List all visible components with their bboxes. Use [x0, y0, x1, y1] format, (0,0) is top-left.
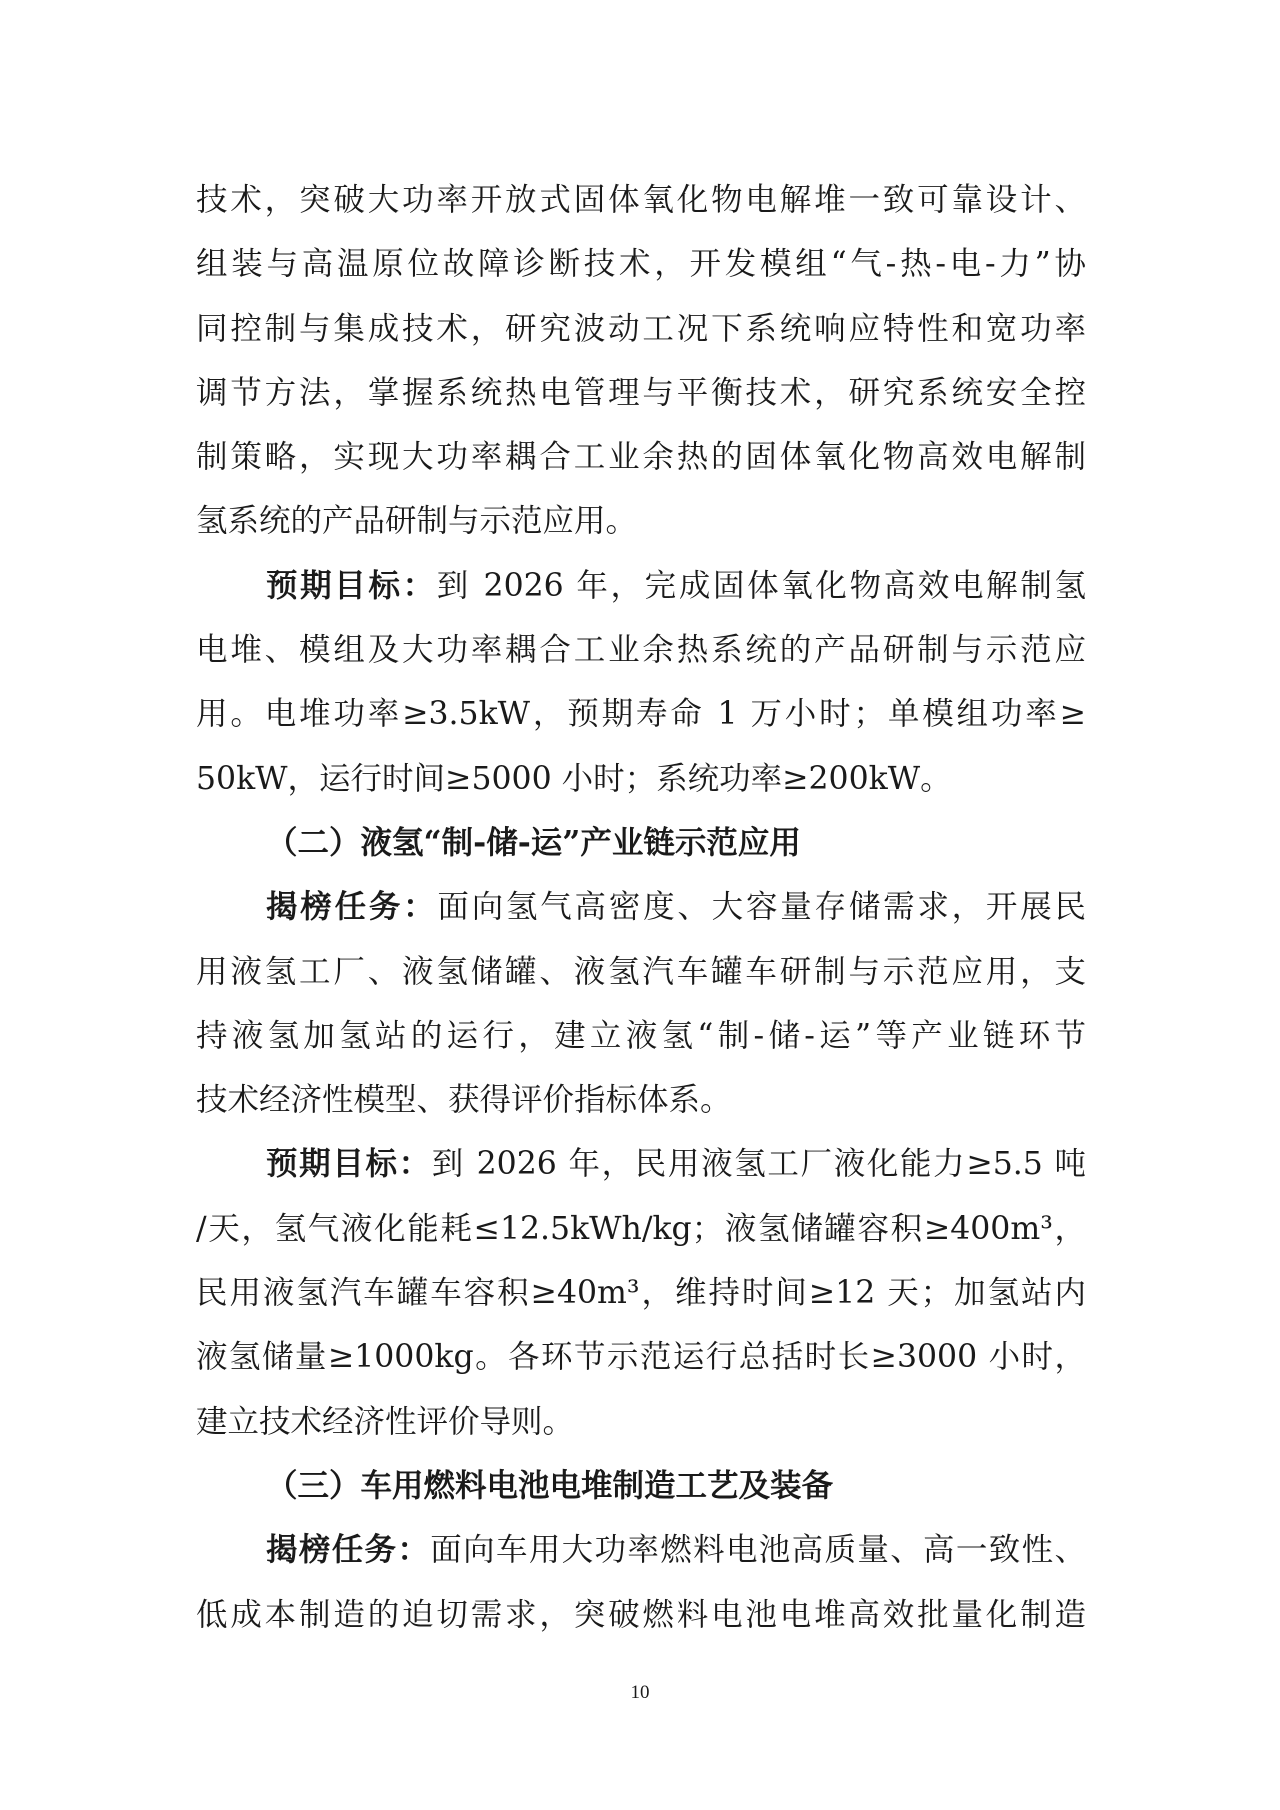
paragraph-solid-oxide-tech — [196, 168, 1086, 554]
paragraph-label: 揭榜任务： — [266, 888, 438, 926]
text-line: 液氢储量≥1000kg。各环节示范运行总括时长≥3000 小时， — [196, 1339, 1086, 1376]
text-line: 用。电堆功率≥3.5kW，预期寿命 1 万小时；单模组功率≥ — [196, 696, 1086, 733]
text-line: 制策略，实现大功率耦合工业余热的固体氧化物高效电解制 — [196, 439, 1086, 476]
paragraph-first-text: 面向氢气高密度、大容量存储需求，开展民 — [437, 889, 1086, 926]
text-line-first — [196, 1132, 1086, 1196]
page-number: 10 — [630, 1682, 650, 1703]
paragraph-expected-goal-2 — [196, 1132, 1086, 1453]
text-line: 组装与高温原位故障诊断技术，开发模组“气-热-电-力”协 — [196, 246, 1086, 283]
paragraph-task-3 — [196, 1518, 1086, 1647]
text-line: 民用液氢汽车罐车容积≥40m³，维持时间≥12 天；加氢站内 — [196, 1275, 1086, 1312]
text-line: 技术，突破大功率开放式固体氧化物电解堆一致可靠设计、 — [196, 182, 1086, 218]
paragraph-task-2 — [196, 875, 1086, 1132]
text-line-first — [196, 875, 1086, 939]
paragraph-label: 预期目标： — [266, 1145, 432, 1183]
text-line: 电堆、模组及大功率耦合工业余热系统的产品研制与示范应 — [196, 632, 1086, 669]
text-line: 低成本制造的迫切需求，突破燃料电池电堆高效批量化制造 — [196, 1596, 1086, 1633]
paragraph-first-text: 到 2026 年，民用液氢工厂液化能力≥5.5 吨 — [431, 1146, 1086, 1183]
text-line: 用液氢工厂、液氢储罐、液氢汽车罐车研制与示范应用，支 — [196, 953, 1086, 990]
section-heading-3: （三）车用燃料电池电堆制造工艺及装备 — [266, 1466, 834, 1504]
text-line: 调节方法，掌握系统热电管理与平衡技术，研究系统安全控 — [196, 374, 1086, 411]
text-line: 氢系统的产品研制与示范应用。 — [196, 503, 638, 540]
text-line: /天，氢气液化能耗≤12.5kWh/kg；液氢储罐容积≥400m³， — [196, 1210, 1086, 1247]
section-heading-2: （二）液氢“制-储-运”产业链示范应用 — [266, 823, 801, 861]
paragraph-label: 揭榜任务： — [266, 1531, 431, 1569]
document-page — [196, 168, 1086, 1647]
text-line: 同控制与集成技术，研究波动工况下系统响应特性和宽功率 — [196, 310, 1086, 347]
text-line: 技术经济性模型、获得评价指标体系。 — [196, 1082, 732, 1119]
text-line: 50kW，运行时间≥5000 小时；系统功率≥200kW。 — [196, 760, 952, 797]
text-line-first — [196, 554, 1086, 618]
paragraph-first-text: 面向车用大功率燃料电池高质量、高一致性、 — [430, 1532, 1086, 1569]
paragraph-first-text: 到 2026 年，完成固体氧化物高效电解制氢 — [436, 567, 1086, 604]
text-line-first — [196, 1518, 1086, 1582]
paragraph-expected-goal-1 — [196, 554, 1086, 811]
text-line: 持液氢加氢站的运行，建立液氢“制-储-运”等产业链环节 — [196, 1017, 1086, 1054]
text-line: 建立技术经济性评价导则。 — [196, 1403, 575, 1440]
paragraph-label: 预期目标： — [266, 566, 437, 604]
